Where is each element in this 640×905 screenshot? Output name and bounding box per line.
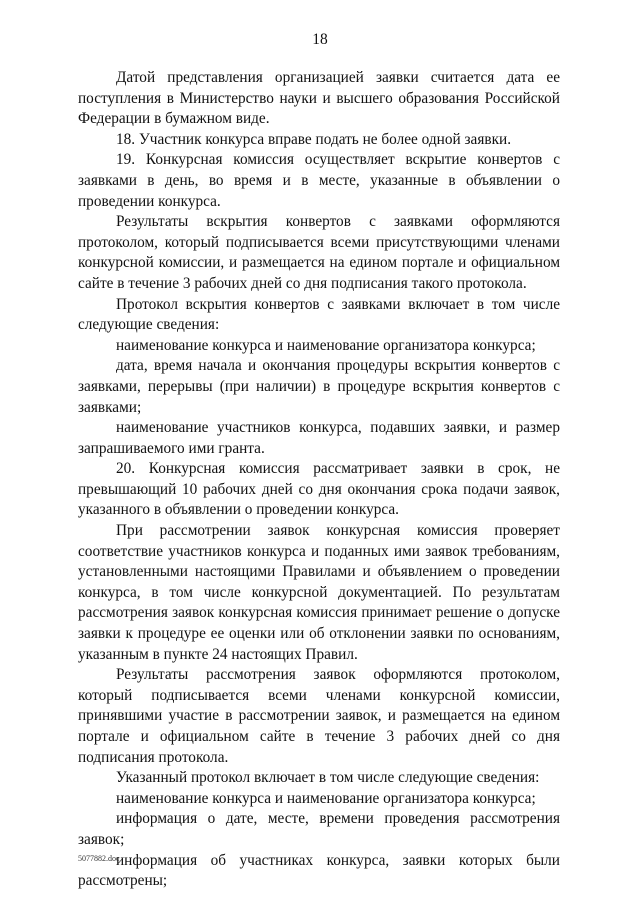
- paragraph-opening-protocol: Протокол вскрытия конвертов с заявками включает в том числе следующие сведения:: [78, 295, 560, 334]
- paragraph-opening-results: Результаты вскрытия конвертов с заявками оформляются протоколом, который подписывается всеми присутствующими членами конкурсной комиссии, и размещается на едином портале и официальном сайте в течение 3 рабочих дней со дня подписания такого протокола.: [78, 213, 560, 292]
- list-item: информация о дате, месте, времени проведения рассмотрения заявок;: [78, 810, 560, 848]
- paragraph-review-results: Результаты рассмотрения заявок оформляются протоколом, который подписывается всеми членами конкурсной комиссии, принявшими участие в рассмотрении заявок, и размещается на едином портале и официальном сайте в течение 3 рабочих дней со дня подписания протокола.: [78, 666, 560, 766]
- paragraph-18: 18. Участник конкурса вправе подать не более одной заявки.: [116, 130, 512, 148]
- footer-file-name: 5077882.doc: [78, 854, 120, 863]
- list-item: наименование конкурса и наименование организатора конкурса;: [116, 789, 536, 807]
- paragraph-submission-date: Датой представления организацией заявки считается дата ее поступления в Министерство науки и высшего образования Российской Федерации в бумажном виде.: [78, 69, 560, 128]
- paragraph-20: 20. Конкурсная комиссия рассматривает заявки в срок, не превышающий 10 рабочих дней со дня окончания срока подачи заявок, указанного в объявлении о проведении конкурса.: [78, 460, 560, 519]
- paragraph-review: При рассмотрении заявок конкурсная комиссия проверяет соответствие участников конкурса и поданных ими заявок требованиям, установленными настоящими Правилами и объявлением о проведении конкурса, в том числе конкурсной документацией. По результатам рассмотрения заявок конкурсная комиссия принимает решение о допуске заявки к процедуре ее оценки или об отклонении заявки по основаниям, указанным в пункте 24 настоящих Правил.: [78, 522, 560, 663]
- list-item: наименование участников конкурса, подавших заявки, и размер запрашиваемого ими гранта.: [78, 419, 560, 457]
- paragraph-review-protocol: Указанный протокол включает в том числе следующие сведения:: [116, 769, 540, 787]
- page-number: 18: [312, 31, 328, 48]
- paragraph-19: 19. Конкурсная комиссия осуществляет вскрытие конвертов с заявками в день, во время и в месте, указанные в объявлении о проведении конкурса.: [78, 151, 560, 210]
- document-body: [78, 68, 560, 892]
- list-item: дата, время начала и окончания процедуры вскрытия конвертов с заявками, перерывы (при наличии) в процедуре вскрытия конвертов с заявками;: [78, 357, 560, 416]
- list-item: наименование конкурса и наименование организатора конкурса;: [116, 336, 536, 354]
- list-item: информация об участниках конкурса, заявки которых были рассмотрены;: [78, 851, 560, 890]
